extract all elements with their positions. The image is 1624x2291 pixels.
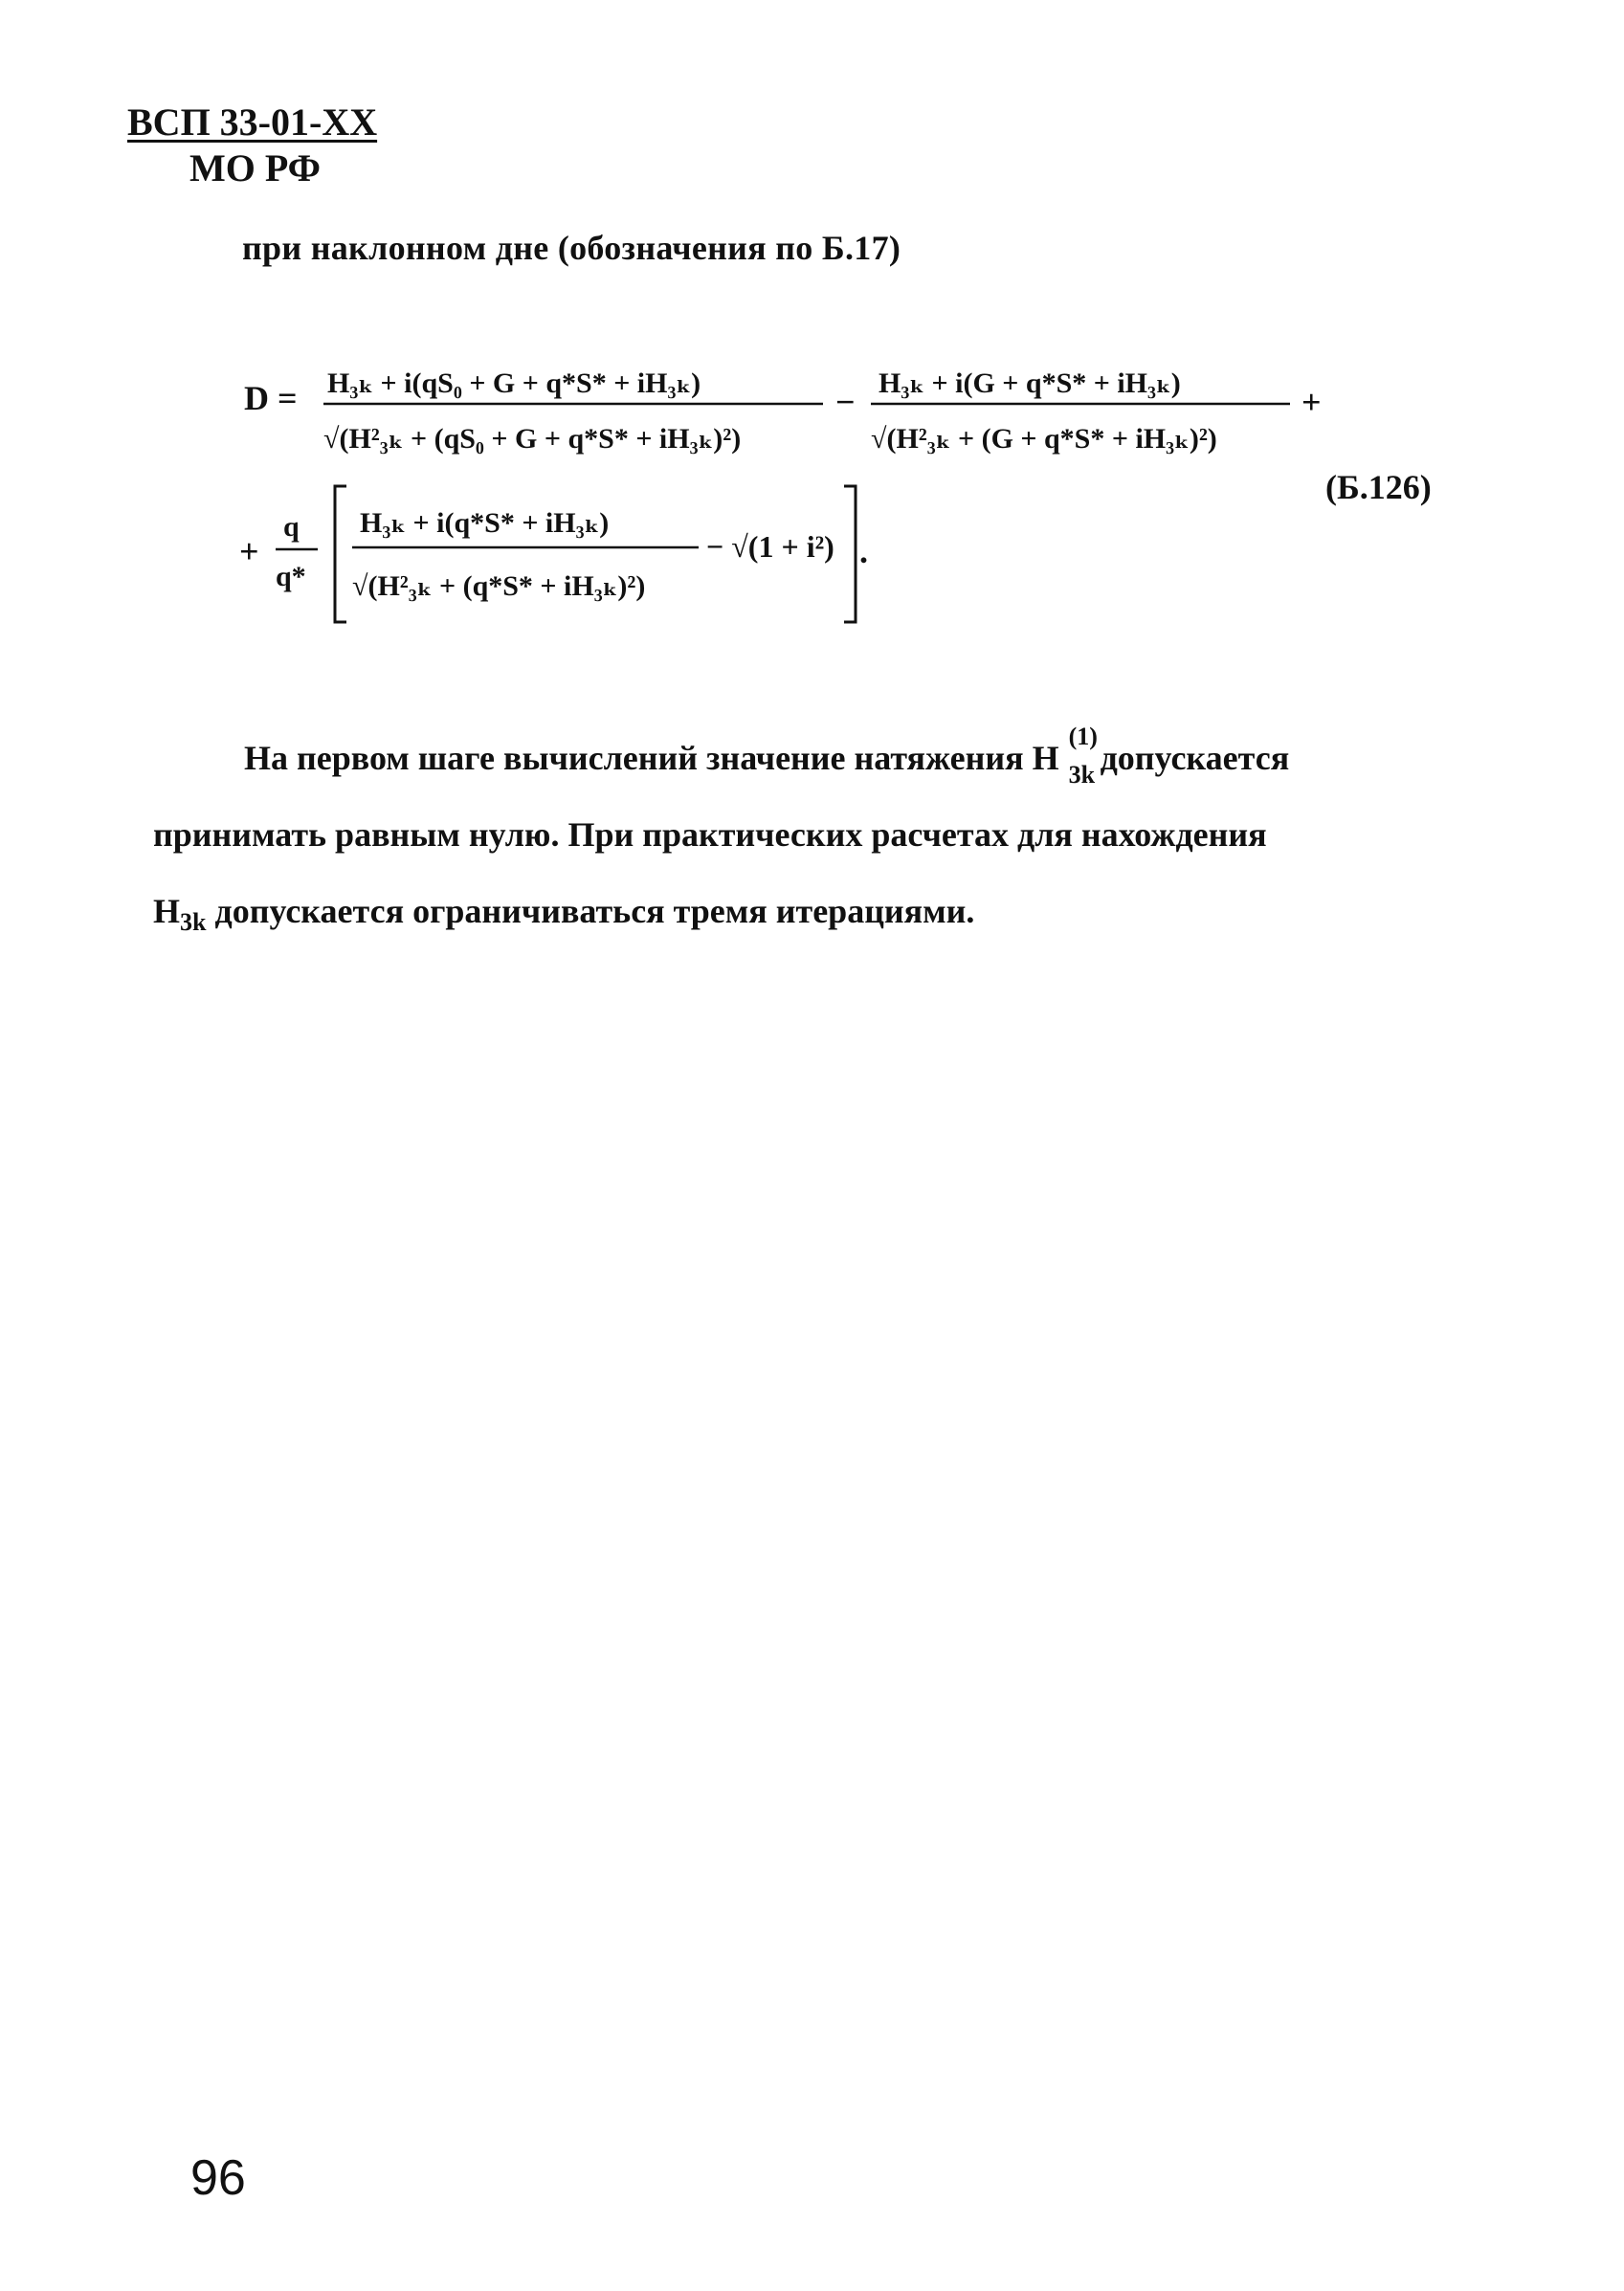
intro-text: при наклонном дне (обозначения по Б.17) — [242, 229, 901, 267]
formula-term3-denominator: √(H²₃ₖ + (q*S* + iH₃ₖ)²) — [352, 570, 646, 602]
formula-term1-numerator: H₃ₖ + i(qS₀ + G + q*S* + iH₃ₖ) — [327, 367, 701, 399]
document-header — [127, 100, 377, 191]
formula-lhs: D = — [244, 379, 298, 417]
formula-line2-plus: + — [239, 532, 259, 570]
page-number: 96 — [190, 2150, 246, 2206]
document-organization: МО РФ — [189, 146, 321, 189]
formula-minus: − — [835, 383, 856, 421]
paragraph-line-1-text-a: На первом шаге вычислений значение натяжения — [244, 739, 1024, 777]
h-subscript-2: 3k — [180, 908, 207, 937]
right-bracket — [844, 486, 856, 622]
paragraph-line-3-text: допускается ограничиваться тремя итерациями. — [206, 892, 975, 930]
h-subscript: 3k — [1068, 761, 1096, 789]
document-code: ВСП 33-01-XX — [127, 100, 378, 144]
paragraph-line-3 — [153, 873, 1455, 961]
formula-sqrt-term: − √(1 + i²) — [706, 529, 834, 564]
paragraph-line-1 — [153, 720, 1455, 796]
formula-end-dot: . — [859, 532, 868, 570]
frac-q-numerator: q — [283, 511, 300, 543]
h-3k-1-symbol — [1032, 720, 1098, 796]
formula-term1-denominator: √(H²₃ₖ + (qS₀ + G + q*S* + iH₃ₖ)²) — [323, 423, 742, 455]
paragraph-line-2: принимать равным нулю. При практических расчетах для нахождения — [153, 815, 1267, 854]
formula-term2-numerator: H₃ₖ + i(G + q*S* + iH₃ₖ) — [879, 367, 1181, 399]
h-superscript: (1) — [1068, 723, 1098, 750]
h-symbol: H — [1032, 739, 1059, 777]
left-bracket — [335, 486, 346, 622]
equation-number: (Б.126) — [1325, 468, 1432, 506]
formula-term2-denominator: √(H²₃ₖ + (G + q*S* + iH₃ₖ)²) — [871, 423, 1217, 455]
formula-plus-end: + — [1301, 383, 1322, 421]
formula-term3-numerator: H₃ₖ + i(q*S* + iH₃ₖ) — [360, 507, 610, 539]
paragraph-line-1-text-b: допускается — [1100, 739, 1290, 777]
frac-q-denominator: q* — [276, 561, 306, 592]
formula-b126 — [239, 345, 1464, 632]
h-symbol-2: H — [153, 892, 181, 930]
body-paragraph — [153, 720, 1455, 961]
